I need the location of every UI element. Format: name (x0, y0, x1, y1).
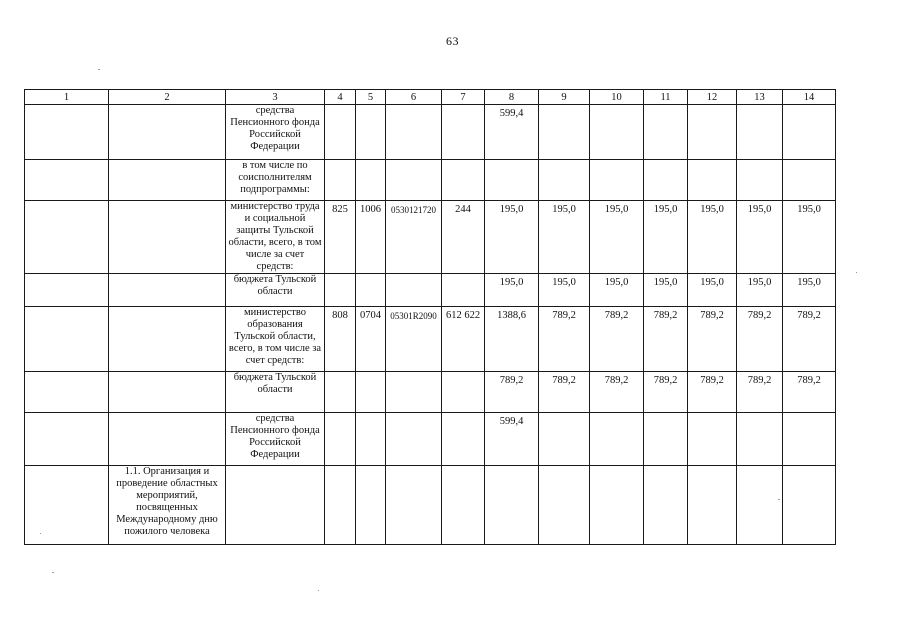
table-cell (25, 160, 109, 201)
table-cell: 195,0 (539, 274, 590, 307)
table-cell (386, 413, 442, 466)
table-cell (386, 160, 442, 201)
table-cell: 789,2 (688, 307, 737, 372)
table-cell (590, 160, 644, 201)
table-cell (325, 160, 356, 201)
table-cell: 195,0 (688, 201, 737, 274)
table-cell (737, 413, 783, 466)
table-cell: 789,2 (783, 307, 836, 372)
table-cell: 195,0 (737, 274, 783, 307)
table-row (25, 274, 836, 307)
table-cell: средства Пенсионного фонда Российской Федерации (226, 413, 325, 466)
table-cell (356, 466, 386, 545)
table-cell: 612 622 (442, 307, 485, 372)
table-cell (109, 413, 226, 466)
table-cell (386, 466, 442, 545)
table-cell (590, 105, 644, 160)
table-cell: 599,4 (485, 105, 539, 160)
table-cell (356, 413, 386, 466)
table-cell (356, 372, 386, 413)
table-cell (109, 274, 226, 307)
table-cell (539, 413, 590, 466)
table-cell (25, 466, 109, 545)
column-header: 8 (485, 90, 539, 105)
table-cell (442, 413, 485, 466)
column-header: 13 (737, 90, 783, 105)
table-cell (442, 274, 485, 307)
table-cell: 195,0 (644, 201, 688, 274)
column-header: 2 (109, 90, 226, 105)
column-header: 7 (442, 90, 485, 105)
column-header: 5 (356, 90, 386, 105)
column-header: 9 (539, 90, 590, 105)
table-cell (226, 466, 325, 545)
table-cell (688, 160, 737, 201)
table-cell: 244 (442, 201, 485, 274)
table-cell (590, 466, 644, 545)
table-cell: 0530121720 (386, 201, 442, 274)
table-cell: 825 (325, 201, 356, 274)
table-row (25, 372, 836, 413)
table-cell (109, 201, 226, 274)
table-cell (442, 160, 485, 201)
column-header: 12 (688, 90, 737, 105)
table-cell: 195,0 (485, 201, 539, 274)
table-cell: 195,0 (737, 201, 783, 274)
table-cell: 195,0 (590, 274, 644, 307)
table-cell (325, 274, 356, 307)
table-cell (356, 160, 386, 201)
table-cell: 1006 (356, 201, 386, 274)
table-cell: 1388,6 (485, 307, 539, 372)
scan-speck (98, 69, 100, 70)
table-cell (783, 466, 836, 545)
table-cell (688, 466, 737, 545)
table-cell (109, 105, 226, 160)
table-cell: 789,2 (485, 372, 539, 413)
table-cell: 195,0 (783, 201, 836, 274)
table-cell: 195,0 (485, 274, 539, 307)
table-cell: 599,4 (485, 413, 539, 466)
table-row (25, 307, 836, 372)
table-cell: 789,2 (688, 372, 737, 413)
table-cell: 05301R2090 (386, 307, 442, 372)
table-cell: 789,2 (539, 372, 590, 413)
scan-speck (856, 272, 857, 273)
column-header: 14 (783, 90, 836, 105)
table-cell (783, 413, 836, 466)
table-cell (325, 413, 356, 466)
scan-speck (318, 590, 319, 591)
budget-table (24, 89, 836, 545)
column-header: 11 (644, 90, 688, 105)
table-cell: 789,2 (737, 307, 783, 372)
scan-speck (52, 572, 54, 573)
table-cell: министерство образования Тульской области, всего, в том числе за счет средств: (226, 307, 325, 372)
table-cell (590, 413, 644, 466)
table-cell: 789,2 (590, 307, 644, 372)
table-row (25, 466, 836, 545)
column-header: 1 (25, 90, 109, 105)
column-header: 6 (386, 90, 442, 105)
table-cell: в том числе по соисполнителям подпрограммы: (226, 160, 325, 201)
table-cell: бюджета Тульской области (226, 274, 325, 307)
table-cell: 789,2 (590, 372, 644, 413)
scan-speck (40, 533, 41, 534)
table-cell (325, 466, 356, 545)
table-cell (386, 105, 442, 160)
column-header: 4 (325, 90, 356, 105)
table-cell (109, 160, 226, 201)
table-cell (442, 372, 485, 413)
table-cell: 789,2 (539, 307, 590, 372)
page-number: 63 (446, 34, 459, 48)
table-cell: средства Пенсионного фонда Российской Федерации (226, 105, 325, 160)
table-cell: бюджета Тульской области (226, 372, 325, 413)
table-cell (485, 466, 539, 545)
table-cell: 789,2 (644, 307, 688, 372)
table-cell (25, 201, 109, 274)
scan-speck (778, 499, 780, 500)
table-cell: 808 (325, 307, 356, 372)
table-row (25, 201, 836, 274)
table-cell: 195,0 (783, 274, 836, 307)
table-cell (386, 372, 442, 413)
table-cell (644, 413, 688, 466)
table-cell (109, 372, 226, 413)
table-cell: 789,2 (783, 372, 836, 413)
table-cell (442, 105, 485, 160)
table-cell (325, 372, 356, 413)
table-cell (737, 105, 783, 160)
table-cell (25, 274, 109, 307)
table-cell: 195,0 (590, 201, 644, 274)
table-cell (442, 466, 485, 545)
table-cell (644, 466, 688, 545)
table-cell (25, 105, 109, 160)
table-cell (783, 160, 836, 201)
column-header: 3 (226, 90, 325, 105)
table-cell (386, 274, 442, 307)
table-cell: 1.1. Организация и проведение областных мероприятий, посвященных Международному дню пожилого человека (109, 466, 226, 545)
table-cell: министерство труда и социальной защиты Тульской области, всего, в том числе за счет средств: (226, 201, 325, 274)
table-cell (644, 105, 688, 160)
table-cell (356, 105, 386, 160)
table-cell (783, 105, 836, 160)
table-cell (109, 307, 226, 372)
table-cell (356, 274, 386, 307)
table-cell (485, 160, 539, 201)
table-cell (539, 466, 590, 545)
table-row (25, 160, 836, 201)
table-cell: 789,2 (644, 372, 688, 413)
table-row (25, 413, 836, 466)
table-cell (688, 413, 737, 466)
table-cell (737, 160, 783, 201)
table-cell: 195,0 (644, 274, 688, 307)
table-cell (688, 105, 737, 160)
table-row (25, 105, 836, 160)
table-cell: 0704 (356, 307, 386, 372)
table-cell (644, 160, 688, 201)
table-cell (25, 413, 109, 466)
table-header-row (25, 90, 836, 105)
table-cell (539, 160, 590, 201)
table-cell: 195,0 (539, 201, 590, 274)
column-header: 10 (590, 90, 644, 105)
table-cell (325, 105, 356, 160)
table-cell: 195,0 (688, 274, 737, 307)
table-cell (737, 466, 783, 545)
table-cell (539, 105, 590, 160)
table-cell: 789,2 (737, 372, 783, 413)
table-cell (25, 307, 109, 372)
table-cell (25, 372, 109, 413)
